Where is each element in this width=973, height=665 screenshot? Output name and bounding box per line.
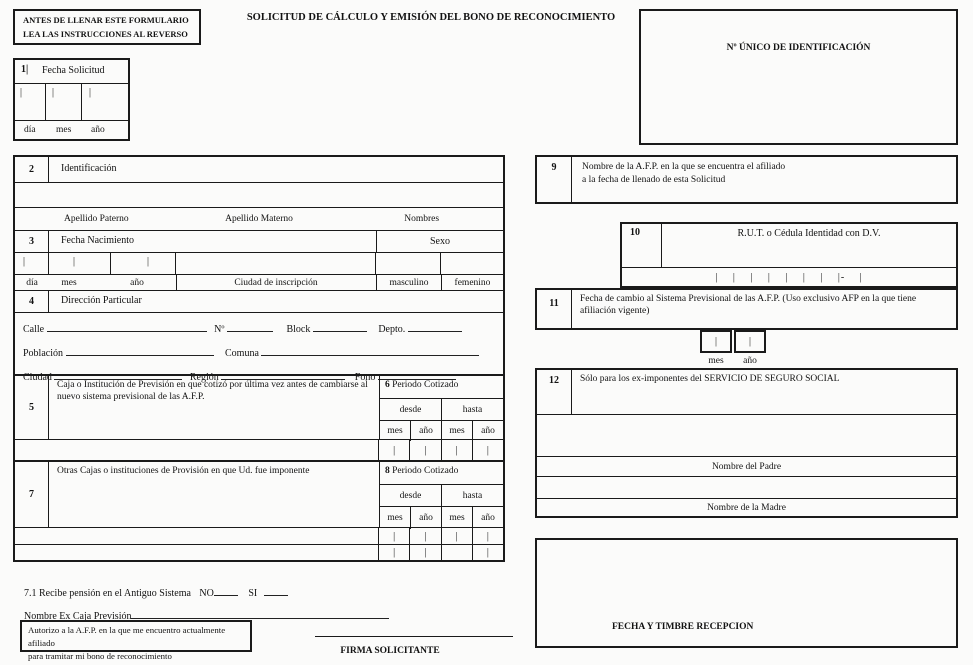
periodo8-desde-ano-cell[interactable]	[409, 528, 440, 544]
nacimiento-ano-cell[interactable]	[111, 253, 176, 274]
tick-mark: |	[455, 530, 458, 542]
tick-mark: |	[424, 530, 427, 542]
periodo8-desde-mes-cell[interactable]	[379, 528, 409, 544]
form-title: SOLICITUD DE CÁLCULO Y EMISIÓN DEL BONO DE RECONOCIMIENTO	[246, 12, 616, 23]
autorizacion-box	[20, 620, 252, 661]
ano-label: año	[410, 507, 441, 529]
padre-label-row: Nombre del Padre	[537, 456, 956, 476]
tick-mark: |	[486, 444, 489, 456]
sexo-femenino-cell[interactable]	[441, 253, 503, 274]
periodo6-desde-mes-cell[interactable]	[379, 440, 409, 460]
section2-label: Identificación	[61, 163, 117, 174]
depto-input[interactable]	[408, 320, 462, 332]
otras-cajas-input-cell[interactable]	[15, 545, 379, 560]
tick-mark: |	[73, 256, 76, 267]
tick-mark: |	[147, 256, 150, 267]
fecha-solicitud-ano-cell[interactable]	[82, 84, 128, 120]
tick-mark: |	[20, 87, 23, 98]
section5-row	[15, 374, 503, 439]
desde-label: desde	[399, 404, 422, 415]
section3-labels	[15, 274, 503, 290]
periodo8-header	[380, 462, 503, 485]
periodo8-hasta-mes-cell[interactable]	[441, 545, 472, 560]
section9-label	[572, 157, 956, 191]
tick-mark: |	[748, 336, 751, 347]
instruction-line-2: LEA LAS INSTRUCCIONES AL REVERSO	[23, 28, 188, 39]
sexo-label: Sexo	[376, 231, 503, 252]
section4-header	[15, 290, 503, 312]
nacimiento-dia-cell[interactable]	[15, 253, 49, 274]
fecha-solicitud-daylabels	[15, 120, 128, 139]
section4-number: 4	[15, 291, 49, 312]
tick-mark: |	[393, 530, 396, 542]
periodo8-number: 8	[385, 466, 390, 476]
section11-ano-label: año	[743, 356, 757, 366]
desde-label: desde	[399, 490, 422, 501]
ex-caja-label: Nombre Ex Caja Previsión	[24, 611, 132, 622]
section10-number: 10	[622, 224, 662, 267]
firma-line[interactable]	[315, 636, 513, 637]
section9-line-2: a la fecha de llenado de esta Solicitud	[582, 174, 726, 185]
periodo6-input-cells	[379, 440, 503, 460]
left-main-table	[13, 155, 505, 562]
comuna-input[interactable]	[261, 344, 479, 356]
mes-label: mes	[387, 513, 403, 523]
direccion-label: Dirección Particular	[61, 295, 142, 306]
section10-label: R.U.T. o Cédula Identidad con D.V.	[737, 228, 881, 239]
section12-number: 12	[537, 370, 572, 414]
femenino-label: femenino	[441, 275, 503, 290]
section2-header	[15, 157, 503, 182]
autorizacion-line-1: Autorizo a la A.F.P. en la que me encuentro actualmente afiliado	[28, 625, 226, 648]
firma-label: FIRMA SOLICITANTE	[340, 646, 440, 656]
section9-number: 9	[537, 157, 572, 202]
periodo8-input-cells-2	[379, 545, 503, 560]
calle-input[interactable]	[47, 320, 207, 332]
periodo8-input-cells-1	[379, 528, 503, 544]
autorizacion-line-2: para tramitar mi bono de reconocimiento	[28, 650, 172, 661]
section7-number: 7	[15, 462, 49, 527]
section7-input-row-1	[15, 527, 503, 544]
section11-box	[535, 288, 958, 330]
section11-ano-cell[interactable]	[734, 330, 766, 353]
apellido-paterno-label: Apellido Paterno	[64, 214, 129, 224]
tick-mark: |	[486, 530, 489, 542]
periodo6-hasta-mes-cell[interactable]	[441, 440, 472, 460]
ano-label: año	[130, 277, 144, 288]
ano-label: año	[91, 125, 105, 135]
depto-label: Depto.	[378, 324, 406, 335]
mes-label: mes	[441, 421, 472, 441]
tick-mark: |	[424, 547, 427, 558]
rut-tick-marks: | | | | | | | |- |	[715, 271, 863, 283]
hasta-label: hasta	[441, 399, 503, 420]
periodo8-mesano-row	[380, 507, 503, 529]
fecha-solicitud-dia-cell[interactable]	[15, 84, 46, 120]
pension-si-label: SI	[248, 588, 258, 599]
pension-line	[24, 584, 288, 599]
fecha-solicitud-label: Fecha Solicitud	[42, 65, 105, 76]
section5-label: Caja o Institución de Previsión en que cotizó por última vez antes de cambiarse al nuevo sistema previsional de las A.F.P.	[57, 380, 368, 403]
tick-mark: |	[486, 547, 489, 558]
periodo6-table	[379, 376, 503, 439]
ciudad-inscripcion-cell[interactable]	[176, 253, 376, 274]
ano-label: año	[472, 421, 503, 441]
nombres-label: Nombres	[404, 214, 440, 224]
tick-mark: |	[424, 444, 427, 456]
section4-body	[15, 312, 503, 383]
recepcion-box[interactable]	[535, 538, 958, 648]
ano-label: año	[410, 421, 441, 441]
ciudad-inscripcion-label: Ciudad de inscripción	[234, 277, 318, 288]
periodo6-mesano-row	[380, 421, 503, 441]
section11-mes-cell[interactable]	[700, 330, 732, 353]
section3-cells	[15, 252, 503, 274]
periodo6-title: Periodo Cotizado	[392, 380, 459, 390]
section12-label: Sólo para los ex-imponentes del SERVICIO DE SEGURO SOCIAL	[580, 374, 840, 384]
pension-label: 7.1 Recibe pensión en el Antiguo Sistema	[24, 588, 191, 599]
section11-label: Fecha de cambio al Sistema Previsional de las A.F.P. (Uso exclusivo AFP en la que tiene afiliación vigente)	[580, 294, 917, 317]
recepcion-label: FECHA Y TIMBRE RECEPCION	[612, 622, 754, 632]
periodo8-hasta-mes-cell[interactable]	[441, 528, 472, 544]
tick-mark: |	[52, 87, 55, 98]
section11-number: 11	[537, 290, 572, 328]
fecha-solicitud-cells	[15, 84, 128, 120]
hasta-label: hasta	[441, 485, 503, 506]
section12-header	[537, 370, 956, 414]
section3-number: 3	[15, 231, 49, 252]
ano-label: año	[472, 507, 503, 529]
address-line-1	[23, 320, 503, 335]
periodo6-desde-ano-cell[interactable]	[409, 440, 440, 460]
calle-label: Calle	[23, 324, 45, 335]
identificacion-labels-row	[15, 207, 503, 230]
tick-mark: |	[23, 256, 26, 267]
pension-no-label: NO	[199, 588, 214, 599]
section10-box	[620, 222, 958, 288]
section7-row	[15, 460, 503, 527]
padre-input-row[interactable]	[537, 414, 956, 456]
periodo8-desde-mes-cell[interactable]	[379, 545, 409, 560]
periodo8-hasta-ano-cell[interactable]	[472, 528, 503, 544]
madre-input-row[interactable]	[537, 476, 956, 498]
poblacion-input[interactable]	[66, 344, 214, 356]
instructions-box	[13, 9, 201, 45]
block-label: Block	[286, 324, 311, 335]
periodo6-hasta-ano-cell[interactable]	[472, 440, 503, 460]
region-label: Región	[189, 372, 219, 383]
madre-label-row: Nombre de la Madre	[537, 498, 956, 516]
comuna-label: Comuna	[225, 348, 259, 359]
tick-mark: |	[89, 87, 92, 98]
tick-mark: |	[393, 547, 396, 558]
ciudad-label: Ciudad	[23, 372, 52, 383]
section2-number: 2	[15, 157, 49, 182]
instruction-line-1: ANTES DE LLENAR ESTE FORMULARIO	[23, 15, 189, 25]
pension-si-input[interactable]	[264, 584, 288, 596]
section9-box	[535, 155, 958, 204]
identificacion-input-row[interactable]	[15, 182, 503, 207]
section7-input-row-2	[15, 544, 503, 560]
numero-label: Nº	[214, 324, 225, 335]
fono-label: Fono	[354, 372, 376, 383]
mes-label: mes	[387, 426, 403, 436]
nacimiento-mes-cell[interactable]	[49, 253, 111, 274]
tick-mark: |	[393, 444, 396, 456]
fecha-nacimiento-label: Fecha Nacimiento	[61, 235, 135, 246]
section12-box	[535, 368, 958, 518]
periodo8-range-row	[380, 485, 503, 507]
periodo6-range-row	[380, 399, 503, 421]
sexo-masculino-cell[interactable]	[376, 253, 441, 274]
periodo8-hasta-ano-cell[interactable]	[472, 545, 503, 560]
fecha-solicitud-box	[13, 58, 130, 141]
unique-id-label: Nº ÚNICO DE IDENTIFICACIÓN	[726, 43, 871, 53]
fecha-solicitud-mes-cell[interactable]	[46, 84, 82, 120]
tick-mark: |	[455, 444, 458, 456]
caja-input-cell[interactable]	[15, 440, 379, 460]
periodo8-desde-ano-cell[interactable]	[409, 545, 440, 560]
periodo8-title: Periodo Cotizado	[392, 466, 459, 476]
fecha-solicitud-header	[15, 60, 128, 84]
periodo8-table	[379, 462, 503, 527]
section9-line-1: Nombre de la A.F.P. en la que se encuentra el afiliado	[582, 162, 786, 172]
fecha-solicitud-number: 1|	[21, 64, 29, 75]
unique-id-box[interactable]	[639, 9, 958, 145]
section7-label: Otras Cajas o instituciones de Provisión en que Ud. fue imponente	[57, 466, 310, 476]
address-line-2	[23, 344, 503, 359]
periodo6-header	[380, 376, 503, 399]
section3-header	[15, 230, 503, 252]
ex-caja-input[interactable]	[131, 607, 389, 619]
poblacion-label: Población	[23, 348, 63, 359]
mes-label: mes	[56, 125, 72, 135]
mes-label: mes	[441, 507, 472, 529]
pension-no-input[interactable]	[214, 584, 238, 596]
tick-mark: |	[714, 336, 717, 347]
masculino-label: masculino	[376, 275, 441, 290]
dia-label: día	[26, 277, 38, 288]
section10-header	[622, 224, 956, 268]
mes-label: mes	[61, 277, 77, 288]
periodo6-number: 6	[385, 380, 390, 390]
section5-number: 5	[15, 376, 49, 439]
block-input[interactable]	[313, 320, 367, 332]
numero-input[interactable]	[227, 320, 273, 332]
otras-cajas-input-cell[interactable]	[15, 528, 379, 544]
rut-input-row[interactable]	[622, 268, 956, 286]
section5-input-row	[15, 439, 503, 460]
dia-label: día	[24, 125, 36, 135]
section11-mes-label: mes	[708, 356, 724, 366]
apellido-materno-label: Apellido Materno	[225, 214, 293, 224]
